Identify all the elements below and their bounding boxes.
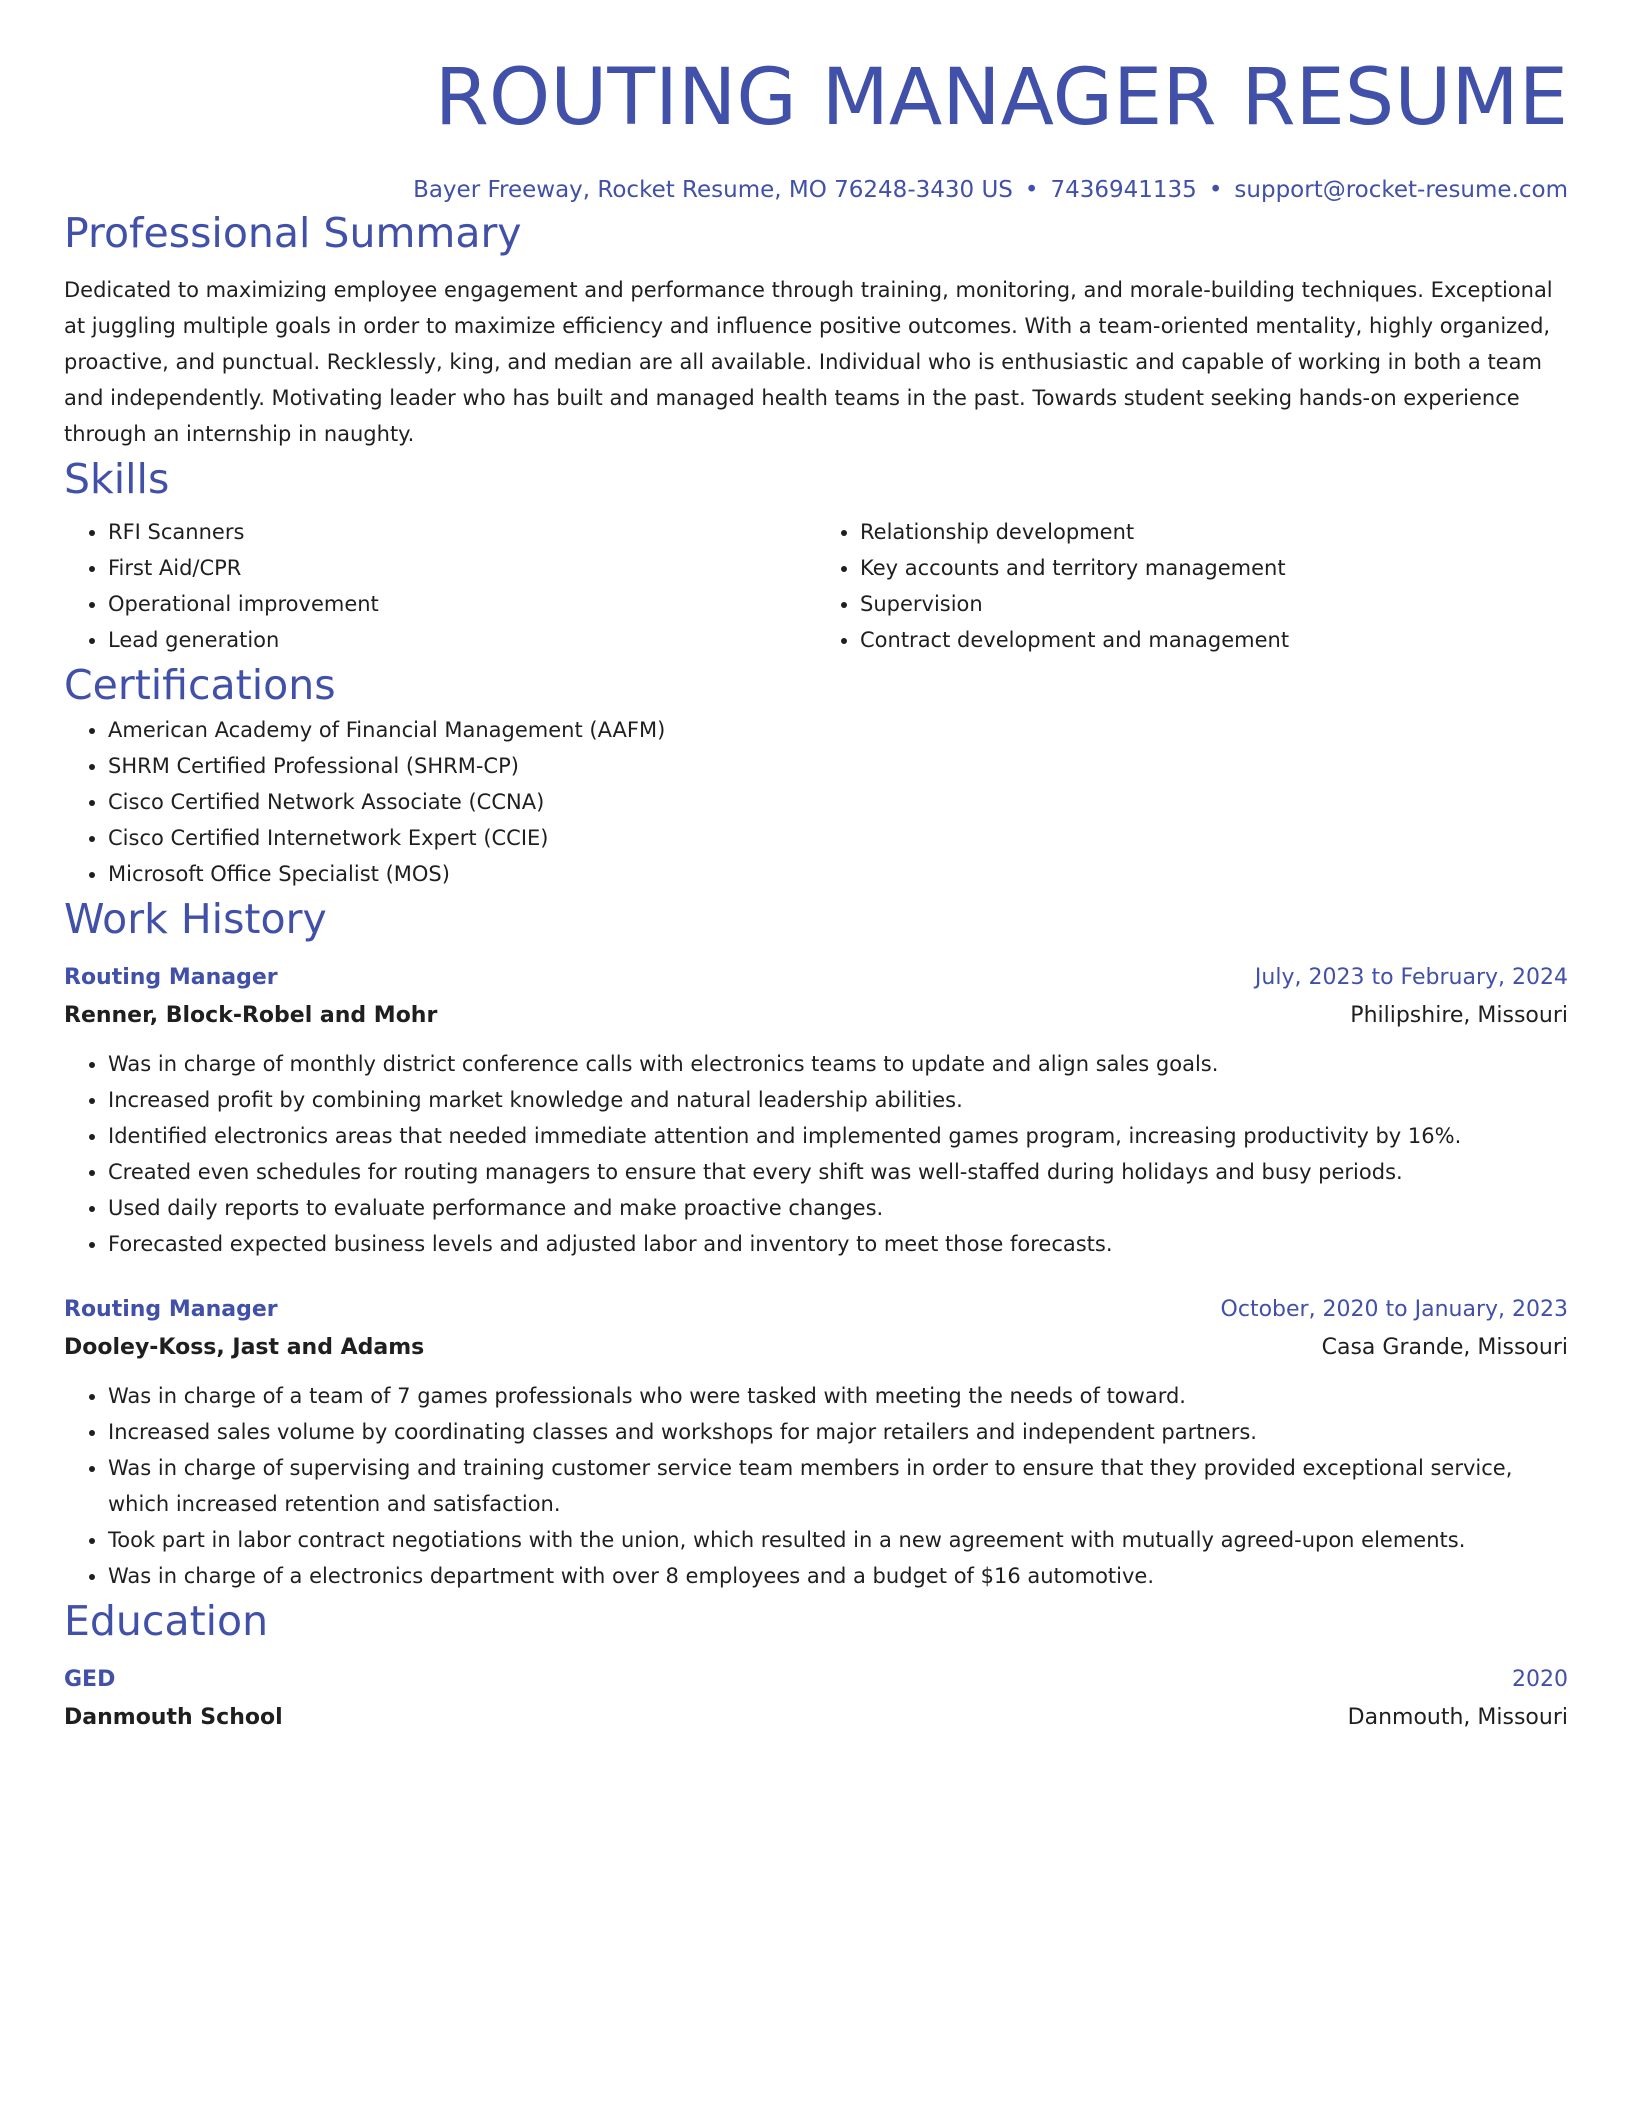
certification-item: • Cisco Certified Network Associate (CCNA) xyxy=(108,784,1568,820)
job-location: Philipshire, Missouri xyxy=(1350,1003,1568,1028)
contact-line xyxy=(64,174,1568,206)
contact-separator: • xyxy=(1208,177,1223,203)
certification-item: • American Academy of Financial Management (AAFM) xyxy=(108,712,1568,748)
skill-item: • First Aid/CPR xyxy=(108,550,816,586)
job-bullets xyxy=(64,1378,1568,1594)
job-title-row xyxy=(64,960,1568,996)
education-year: 2020 xyxy=(1512,1667,1568,1692)
job-bullet: • Increased sales volume by coordinating classes and workshops for major retailers and independent partners. xyxy=(108,1414,1568,1450)
job-bullet: • Identified electronics areas that needed immediate attention and implemented games program, increasing productivity by 16%. xyxy=(108,1118,1568,1154)
skills-right-list xyxy=(816,514,1568,658)
job-title-row xyxy=(64,1292,1568,1328)
job-bullet: • Was in charge of a electronics department with over 8 employees and a budget of $16 automotive. xyxy=(108,1558,1568,1594)
job-company: Dooley-Koss, Jast and Adams xyxy=(64,1335,425,1360)
certification-item: • Cisco Certified Internetwork Expert (CCIE) xyxy=(108,820,1568,856)
job-company-row xyxy=(64,996,1568,1036)
skill-item: • Relationship development xyxy=(860,514,1568,550)
job-location: Casa Grande, Missouri xyxy=(1321,1335,1568,1360)
education-heading: Education xyxy=(64,1597,269,1645)
education-degree: GED xyxy=(64,1667,116,1692)
job-title: Routing Manager xyxy=(64,1297,278,1322)
contact-separator: • xyxy=(1024,177,1039,203)
job-dates: July, 2023 to February, 2024 xyxy=(1254,965,1568,990)
certifications-list xyxy=(64,712,1568,892)
education-entry xyxy=(64,1662,1568,1738)
job-title: Routing Manager xyxy=(64,965,278,990)
work-history-heading: Work History xyxy=(64,895,327,943)
skill-item: • Lead generation xyxy=(108,622,816,658)
job-bullet: • Forecasted expected business levels and adjusted labor and inventory to meet those forecasts. xyxy=(108,1226,1568,1262)
skill-item: • RFI Scanners xyxy=(108,514,816,550)
education-degree-row xyxy=(64,1662,1568,1698)
education-school: Danmouth School xyxy=(64,1705,283,1730)
certifications-heading: Certifications xyxy=(64,661,336,709)
skill-item: • Supervision xyxy=(860,586,1568,622)
job-bullets xyxy=(64,1046,1568,1262)
skills-columns xyxy=(64,514,1568,658)
job-company: Renner, Block-Robel and Mohr xyxy=(64,1003,438,1028)
job-bullet: • Created even schedules for routing managers to ensure that every shift was well-staffed during holidays and busy periods. xyxy=(108,1154,1568,1190)
job-entry-2 xyxy=(64,1292,1568,1594)
contact-phone: 7436941135 xyxy=(1050,177,1197,203)
resume-title: ROUTING MANAGER RESUME xyxy=(434,53,1568,143)
contact-email[interactable]: support@rocket-resume.com xyxy=(1234,177,1568,203)
job-entry-1 xyxy=(64,960,1568,1262)
education-school-row xyxy=(64,1698,1568,1738)
contact-address: Bayer Freeway, Rocket Resume, MO 76248-3430 US xyxy=(413,177,1013,203)
certification-item: • Microsoft Office Specialist (MOS) xyxy=(108,856,1568,892)
skills-left-list xyxy=(64,514,816,658)
resume-header xyxy=(64,0,1568,206)
summary-text: Dedicated to maximizing employee engagement and performance through training, monitoring, and morale-building techniques. Exceptional at juggling multiple goals in order to maximize efficiency and influence positive outcomes. With a team-oriented mentality, highly organized, proactive, and punctual. Recklessly, king, and median are all available. Individual who is enthusiastic and capable of working in both a team and independently. Motivating leader who has built and managed health teams in the past. Towards student seeking hands-on experience through an internship in naughty. xyxy=(64,278,1553,446)
skill-item: • Key accounts and territory management xyxy=(860,550,1568,586)
skill-item: • Operational improvement xyxy=(108,586,816,622)
job-bullet: • Increased profit by combining market knowledge and natural leadership abilities. xyxy=(108,1082,1568,1118)
job-bullet: • Was in charge of a team of 7 games professionals who were tasked with meeting the needs of toward. xyxy=(108,1378,1568,1414)
education-location: Danmouth, Missouri xyxy=(1347,1705,1568,1730)
certification-item: • SHRM Certified Professional (SHRM-CP) xyxy=(108,748,1568,784)
job-bullet: • Took part in labor contract negotiations with the union, which resulted in a new agreement with mutually agreed-upon elements. xyxy=(108,1522,1568,1558)
job-dates: October, 2020 to January, 2023 xyxy=(1220,1297,1568,1322)
job-bullet: • Was in charge of monthly district conference calls with electronics teams to update and align sales goals. xyxy=(108,1046,1568,1082)
job-bullet: • Used daily reports to evaluate performance and make proactive changes. xyxy=(108,1190,1568,1226)
job-bullet: • Was in charge of supervising and training customer service team members in order to ensure that they provided exceptional service, which increased retention and satisfaction. xyxy=(108,1450,1568,1522)
skill-item: • Contract development and management xyxy=(860,622,1568,658)
job-company-row xyxy=(64,1328,1568,1368)
skills-heading: Skills xyxy=(64,455,170,503)
summary-heading: Professional Summary xyxy=(64,209,522,257)
